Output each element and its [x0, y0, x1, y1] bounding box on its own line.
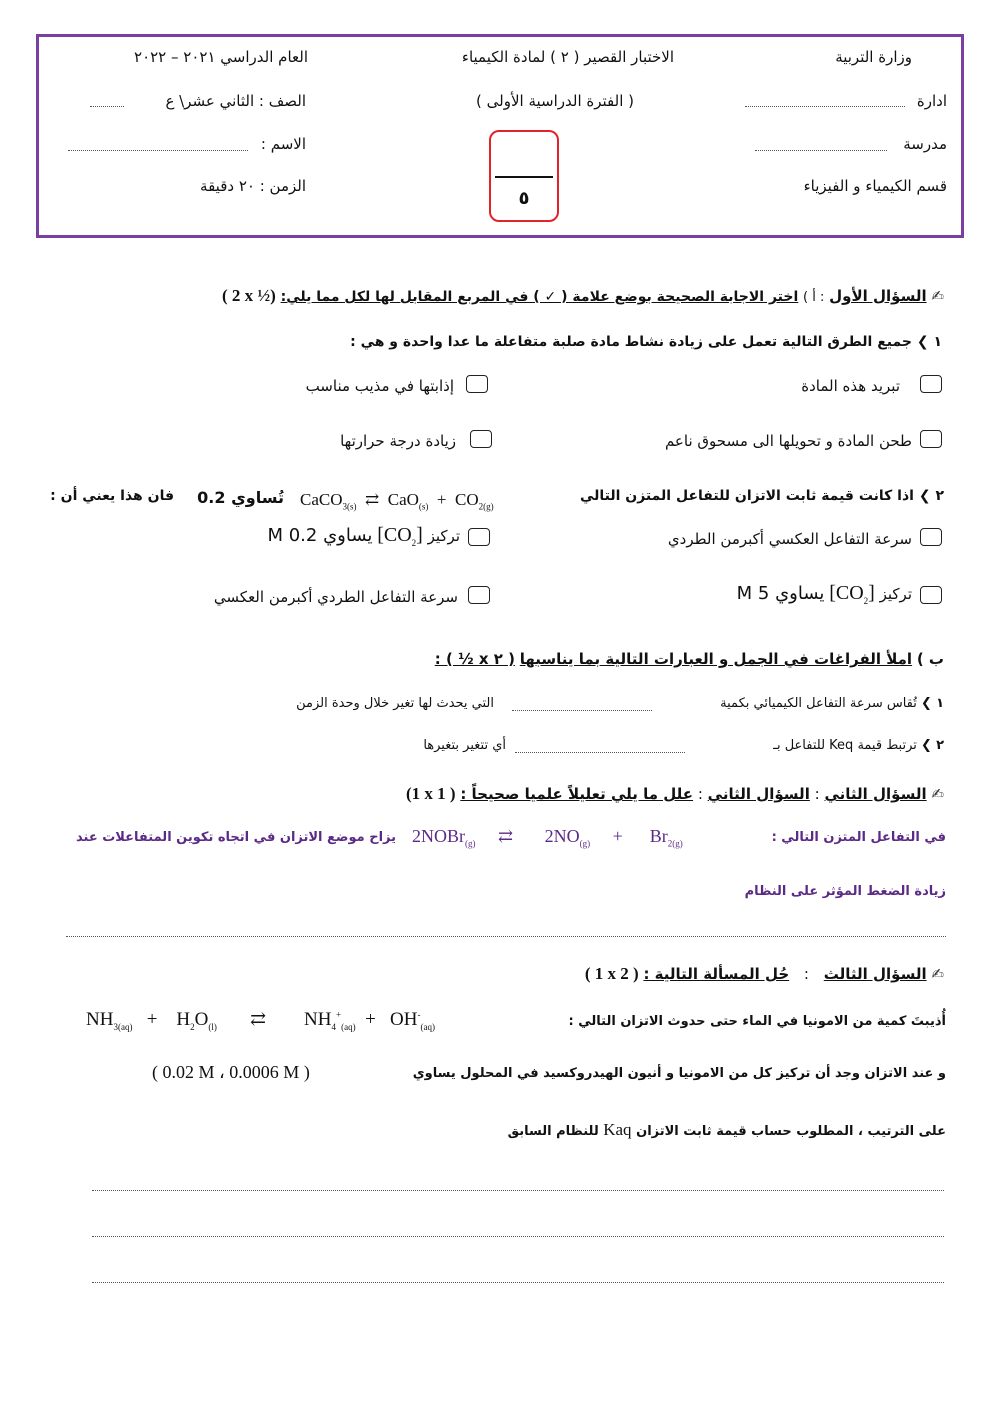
q1-item2-opt2-prefix: تركيز — [427, 527, 460, 545]
name-blank — [68, 150, 248, 151]
score-divider — [495, 176, 553, 178]
q2-answer-line — [66, 936, 946, 937]
q1-item1-number: ١ — [933, 334, 942, 350]
admin-label: ادارة — [916, 92, 947, 110]
arrow-bullet-icon: ❯ — [916, 334, 929, 350]
q1-item2-opt2-checkbox[interactable] — [468, 528, 490, 546]
q2-line2: زيادة الضغط المؤثر على النظام — [744, 884, 946, 899]
department-label: قسم الكيمياء و الفيزياء — [803, 177, 947, 195]
q3-heading — [585, 964, 944, 984]
q1-item1-opt3-checkbox[interactable] — [920, 430, 942, 448]
q1-item1-stem-row — [350, 334, 942, 350]
q1-b-item2-text-a: ترتبط قيمة Keq للتفاعل بـ — [773, 738, 917, 753]
q2-instruction: علل ما يلي تعليلاً علميا صحيحاً : — [460, 785, 694, 803]
admin-blank — [745, 106, 905, 107]
q2-line1-prefix: في التفاعل المتزن التالي : — [771, 830, 946, 845]
q3-line3-suffix: للنظام السابق — [507, 1124, 599, 1139]
q1-item1-opt3-label: طحن المادة و تحويلها الى مسحوق ناعم — [664, 432, 912, 450]
year-label: العام الدراسي ٢٠٢١ – ٢٠٢٢ — [134, 48, 308, 66]
q3-marks: ( 1 x 2 ) — [584, 964, 639, 983]
q1-part-b-heading — [435, 650, 944, 668]
ministry-label: وزارة التربية — [835, 48, 912, 66]
q1-b-item1-number: ١ — [936, 696, 944, 711]
exam-title: الاختبار القصير ( ٢ ) لمادة الكيمياء — [461, 48, 674, 66]
q2-line1-suffix: يزاح موضع الاتزان في اتجاه تكوين المتفاعلات عند — [76, 830, 396, 845]
q1-item2-opt2-value: يساوي 0.2 M — [267, 525, 373, 546]
school-blank — [755, 150, 887, 151]
class-label: الصف : الثاني عشر\ ع — [165, 92, 306, 110]
q1-item2-stem-value: تُساوي 0.2 — [197, 488, 284, 507]
arrow-bullet-icon: ❯ — [918, 488, 931, 504]
q2-heading — [406, 784, 944, 804]
q1-b-item2-number: ٢ — [936, 738, 944, 753]
q1-item2-equation: CaCO$_{3(s)}$ ⇄ $CaO_{(s)} + CO_{2(g)}$ — [300, 490, 494, 512]
q1-item1-stem: جميع الطرق التالية تعمل على زيادة نشاط مادة صلبة متفاعلة ما عدا واحدة و هي : — [350, 334, 912, 350]
q1-part-b-instruction: املأ الفراغات في الجمل و العبارات التالية بما يناسبها — [519, 650, 913, 668]
q1-item2-opt1-checkbox[interactable] — [920, 528, 942, 546]
q3-equation: $NH_{3(aq)}$ + $H_2O_{(l)}$ ⇄ $NH_4^+_{(aq)} + OH^-_{(aq)}$ — [86, 1009, 435, 1032]
q1-item2-opt3-formula: $[CO_2]$ — [829, 582, 875, 606]
pencil-icon: ✍ — [931, 785, 944, 803]
q1-b-item1-row — [720, 696, 944, 711]
q1-b-item1-text-b: التي يحدث لها تغير خلال وحدة الزمن — [296, 696, 494, 711]
q3-line2-values: ( 0.02 M ، 0.0006 M ) — [152, 1062, 310, 1082]
q1-item1-opt2-label: إذابتها في مذيب مناسب — [305, 377, 454, 395]
q3-answer-line-3 — [92, 1282, 944, 1283]
arrow-bullet-icon: ❯ — [921, 738, 932, 753]
q1-item2-opt3-row — [737, 582, 912, 606]
q1-item2-stem-row — [580, 488, 944, 504]
q2-title: السؤال الثاني — [824, 785, 927, 803]
q1-item2-opt3-checkbox[interactable] — [920, 586, 942, 604]
q1-item2-opt4-label: سرعة التفاعل الطردي أكبرمن العكسي — [213, 588, 458, 606]
q1-part-b-label: ب ) — [916, 650, 944, 668]
q3-answer-line-1 — [92, 1190, 944, 1191]
q1-part-a-label: : أ ) — [803, 290, 825, 305]
q1-instruction: اختر الاجابة الصحيحة بوضع علامة ( ✓ ) في المربع المقابل لها لكل مما يلي: — [280, 289, 799, 305]
q1-item2-opt4-checkbox[interactable] — [468, 586, 490, 604]
class-blank — [90, 106, 124, 107]
arrow-bullet-icon: ❯ — [921, 696, 932, 711]
q1-item2-opt2-row — [267, 524, 460, 548]
q1-item1-opt1-checkbox[interactable] — [920, 375, 942, 393]
q1-item2-number: ٢ — [935, 488, 944, 504]
q2-colon: : — [814, 785, 820, 803]
q1-part-b-marks: ( ٢ x ½ ) : — [434, 650, 515, 668]
q3-line3-row — [508, 1120, 946, 1140]
score-box — [489, 130, 559, 222]
q3-title: السؤال الثالث — [823, 965, 927, 983]
q1-b-item1-blank — [512, 710, 652, 711]
q3-line1: أُذيبتَ كمية من الامونيا في الماء حتى حدوث الاتزان التالي : — [568, 1014, 946, 1029]
name-label: الاسم : — [260, 135, 306, 153]
q1-heading — [222, 286, 944, 306]
q3-kaq-symbol: Kaq — [603, 1120, 632, 1139]
q2-title-repeat: السؤال الثاني — [707, 785, 810, 803]
q1-item2-opt1-label: سرعة التفاعل العكسي أكبرمن الطردي — [667, 530, 912, 548]
q2-colon-2: : — [697, 785, 703, 803]
pencil-icon: ✍ — [931, 287, 944, 305]
q1-item2-opt3-value: يساوي 5 M — [736, 583, 825, 604]
school-label: مدرسة — [903, 135, 947, 153]
q1-b-item1-text-a: تُقاس سرعة التفاعل الكيميائي بكمية — [720, 696, 917, 711]
q1-item2-stem-suffix: فان هذا يعني أن : — [50, 488, 174, 504]
q1-item1-opt4-label: زيادة درجة حرارتها — [340, 432, 456, 450]
q3-line2: و عند الاتزان وجد أن تركيز كل من الامونيا و أنيون الهيدروكسيد في المحلول يساوي — [412, 1066, 946, 1081]
q1-marks: ( 2 x ½) — [222, 286, 276, 305]
term-label: ( الفترة الدراسية الأولى ) — [476, 92, 634, 110]
q1-b-item2-row — [773, 738, 944, 753]
q1-b-item2-blank — [515, 752, 685, 753]
q1-item2-opt3-prefix: تركيز — [879, 585, 912, 603]
pencil-icon: ✍ — [931, 965, 944, 983]
q1-item1-opt1-label: تبريد هذه المادة — [801, 377, 900, 395]
time-label: الزمن : ٢٠ دقيقة — [200, 177, 306, 195]
q1-title: السؤال الأول — [829, 287, 927, 305]
q1-item2-opt2-formula: $[CO_2]$ — [377, 524, 423, 548]
q3-instruction: حُل المسألة التالية : — [643, 965, 790, 983]
q3-colon: : — [803, 965, 809, 983]
q1-item1-opt4-checkbox[interactable] — [470, 430, 492, 448]
q1-item2-stem-prefix: اذا كانت قيمة ثابت الاتزان للتفاعل المتزن التالي — [579, 488, 914, 504]
q3-line3-prefix: على الترتيب ، المطلوب حساب قيمة ثابت الاتزان — [636, 1124, 946, 1139]
q3-answer-line-2 — [92, 1236, 944, 1237]
q1-item1-opt2-checkbox[interactable] — [466, 375, 488, 393]
score-max: ٥ — [518, 188, 530, 209]
q2-equation: 2NOBr$_{(g)}$ ⇄ $2NO_{(g)}$ + $Br_{2(g)}$ — [412, 826, 683, 849]
q2-marks: (1 x 1 ) — [405, 784, 456, 803]
q1-b-item2-text-b: أي تتغير بتغيرها — [423, 738, 506, 753]
